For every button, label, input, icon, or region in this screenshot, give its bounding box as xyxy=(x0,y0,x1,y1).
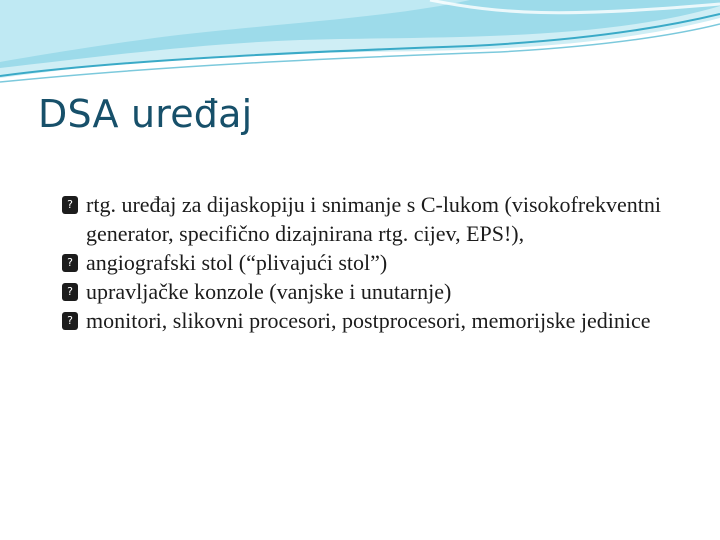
bullet-marker-icon: ? xyxy=(62,283,78,301)
bullet-item xyxy=(62,277,712,306)
bullet-item xyxy=(62,306,712,335)
slide-title: DSA uređaj xyxy=(38,92,253,136)
bullet-item xyxy=(62,248,712,277)
bullet-marker-icon: ? xyxy=(62,196,78,214)
bullet-list xyxy=(62,190,712,335)
bullet-text: monitori, slikovni procesori, postprocesori, memorijske jedinice xyxy=(86,308,651,333)
bullet-text: angiografski stol (“plivajući stol”) xyxy=(86,250,388,275)
bullet-item xyxy=(62,190,712,248)
bullet-text: upravljačke konzole (vanjske i unutarnje) xyxy=(86,279,452,304)
header-wave-decoration xyxy=(0,0,720,90)
bullet-marker-icon: ? xyxy=(62,254,78,272)
bullet-marker-icon: ? xyxy=(62,312,78,330)
bullet-text: rtg. uređaj za dijaskopiju i snimanje s C-lukom (visokofrekventni generator, specifično dizajnirana rtg. cijev, EPS!), xyxy=(86,192,661,246)
